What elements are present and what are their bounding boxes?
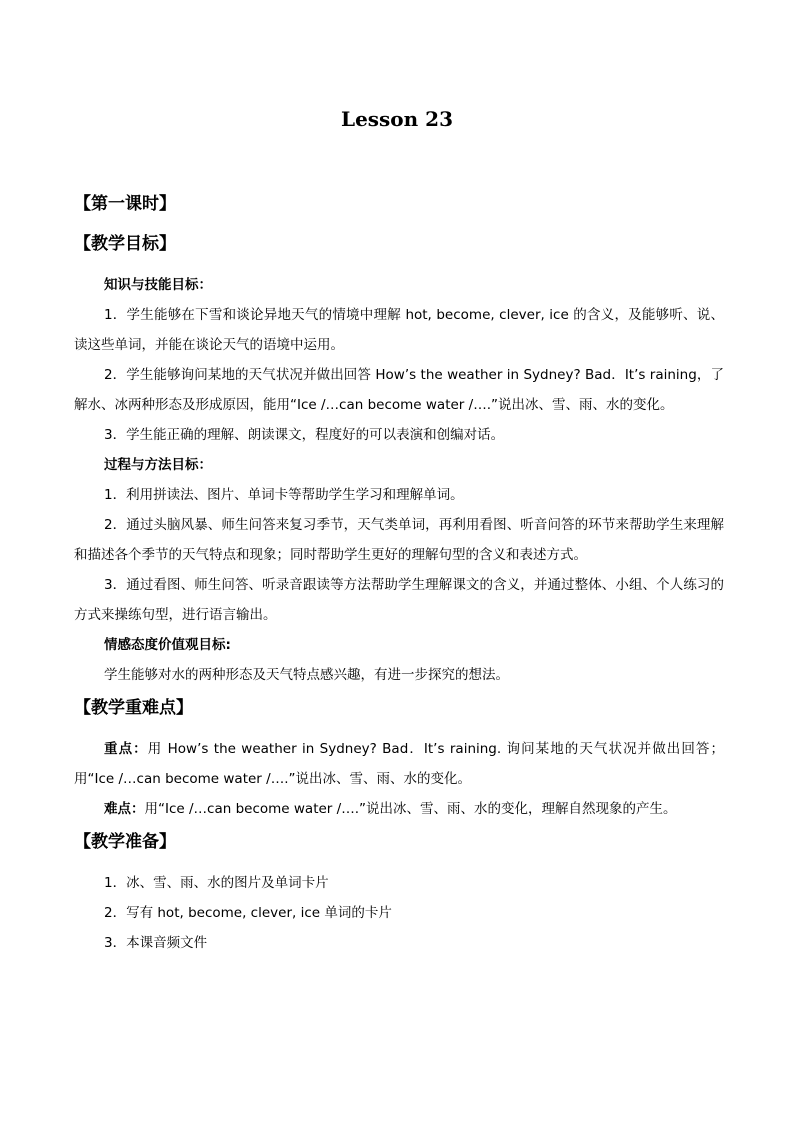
process-item: 3．通过看图、师生问答、听录音跟读等方法帮助学生理解课文的含义，并通过整体、小组、个人练习的方式来操练句型，进行语言输出。 bbox=[74, 577, 724, 623]
difficult-point-text: 用“Ice /…can become water /….”说出冰、雪、雨、水的变化，理解自然现象的产生。 bbox=[144, 801, 677, 817]
knowledge-item: 3．学生能正确的理解、朗读课文，程度好的可以表演和创编对话。 bbox=[104, 427, 505, 443]
key-point bbox=[74, 734, 724, 794]
document-body bbox=[74, 186, 724, 958]
section-heading-period: 【第一课时】 bbox=[74, 194, 176, 214]
knowledge-item: 1．学生能够在下雪和谈论异地天气的情境中理解 hot, become, clever, ice 的含义，及能够听、说、读这些单词，并能在谈论天气的语境中运用。 bbox=[74, 307, 724, 353]
lesson-title: Lesson 23 bbox=[341, 107, 453, 131]
process-heading: 过程与方法目标： bbox=[104, 457, 212, 473]
process-item: 2．通过头脑风暴、师生问答来复习季节，天气类单词，再利用看图、听音问答的环节来帮助学生来理解和描述各个季节的天气特点和现象；同时帮助学生更好的理解句型的含义和表述方式。 bbox=[74, 517, 724, 563]
preparation-item: 1．冰、雪、雨、水的图片及单词卡片 bbox=[104, 875, 329, 891]
section-heading-objectives: 【教学目标】 bbox=[74, 234, 176, 254]
difficult-point bbox=[74, 794, 724, 824]
key-point-label: 重点： bbox=[104, 741, 148, 757]
key-point-text: 用 How’s the weather in Sydney? Bad．It’s raining. 询问某地的天气状况并做出回答；用“Ice /…can become water /….”说出冰、雪、雨、水的变化。 bbox=[74, 741, 725, 787]
knowledge-item: 2．学生能够询问某地的天气状况并做出回答 How’s the weather in Sydney? Bad．It’s raining，了解水、冰两种形态及形成原因，能用“Ice /…can become water /….”说出冰、雪、雨、水的变化。 bbox=[74, 367, 724, 413]
process-item: 1．利用拼读法、图片、单词卡等帮助学生学习和理解单词。 bbox=[104, 487, 464, 503]
section-heading-keypoints: 【教学重难点】 bbox=[74, 698, 193, 718]
difficult-point-label: 难点： bbox=[104, 801, 145, 817]
section-heading-preparation: 【教学准备】 bbox=[74, 832, 176, 852]
preparation-item: 2．写有 hot, become, clever, ice 单词的卡片 bbox=[104, 905, 392, 921]
emotion-heading: 情感态度价值观目标: bbox=[104, 637, 231, 653]
emotion-text: 学生能够对水的两种形态及天气特点感兴趣，有进一步探究的想法。 bbox=[104, 667, 509, 683]
preparation-item: 3．本课音频文件 bbox=[104, 935, 208, 951]
knowledge-heading: 知识与技能目标： bbox=[104, 277, 212, 293]
